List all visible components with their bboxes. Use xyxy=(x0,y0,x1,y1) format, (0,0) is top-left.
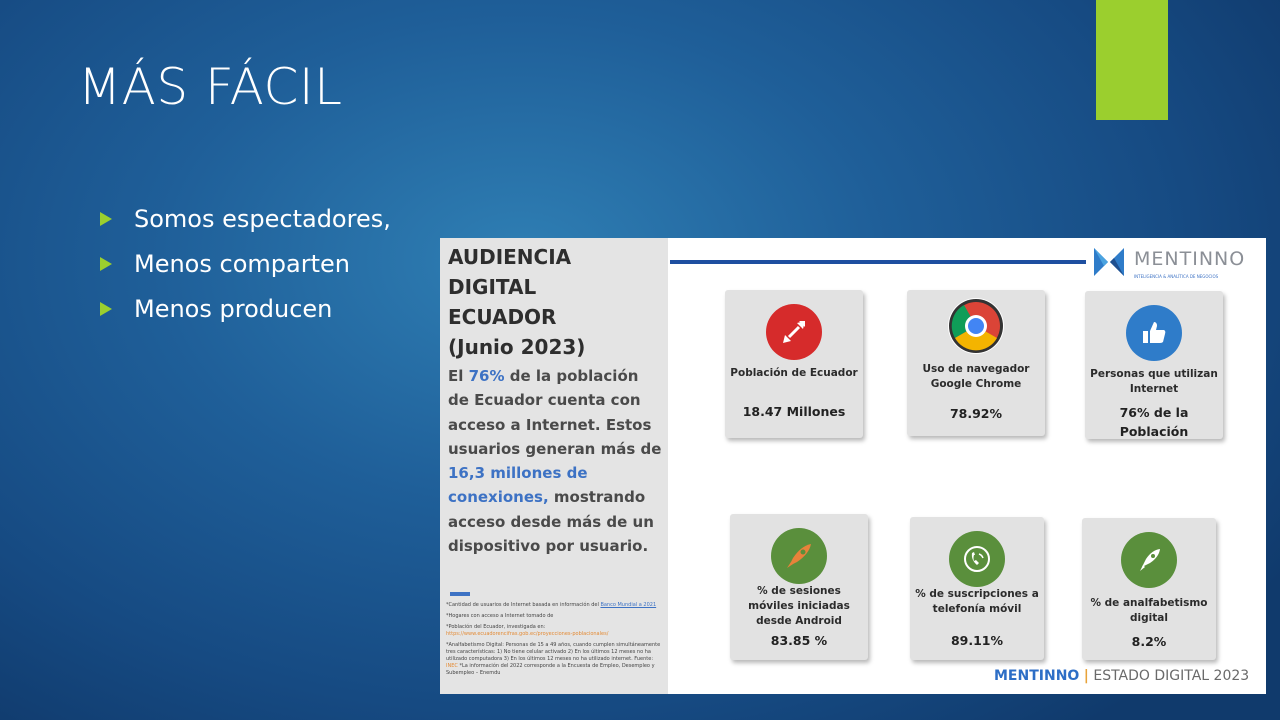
bullet-text: Menos comparten xyxy=(134,249,350,278)
footnote-link[interactable]: Banco Mundial a 2021 xyxy=(600,602,657,608)
stat-label: % de sesiones móviles iniciadas desde Android xyxy=(748,585,850,627)
stat-card-android xyxy=(730,514,868,660)
bullet-text: Menos producen xyxy=(134,294,333,323)
bullet-item xyxy=(100,196,391,241)
footer-separator: | xyxy=(1083,668,1089,684)
para-highlight: 16,3 millones de conexiones, xyxy=(448,464,588,507)
rocket-icon xyxy=(771,528,827,584)
triangle-bullet-icon xyxy=(100,257,112,271)
stat-value: 78.92% xyxy=(949,406,1003,421)
triangle-bullet-icon xyxy=(100,212,112,226)
heading-line: AUDIENCIA xyxy=(448,245,572,269)
stat-card-poblacion xyxy=(725,290,863,438)
para-highlight: 76% xyxy=(468,367,505,385)
footnote: *Hogares con acceso a Internet tomado de xyxy=(446,613,554,619)
para-text: El xyxy=(448,367,469,385)
bullet-list xyxy=(100,196,391,331)
heading-line: (Junio 2023) xyxy=(448,335,586,359)
footer-brand: MENTINNO xyxy=(994,668,1080,684)
infographic-heading xyxy=(448,242,648,362)
bullet-item xyxy=(100,286,391,331)
stat-value: 76% de la Población xyxy=(1119,405,1189,439)
footnote: *Analfabetismo Digital: Personas de 15 a 49 años, cuando cumplen simultáneamente tres características: 1) No tiene celular activado 2) En los últimos 12 meses no ha utilizado computadora 3) En los últimos 12 meses no ha utilizado internet. Fuente: xyxy=(446,642,661,662)
triangle-bullet-icon xyxy=(100,302,112,316)
stat-value: 18.47 Millones xyxy=(742,404,846,419)
infographic-paragraph xyxy=(448,364,663,558)
stat-card-chrome xyxy=(907,290,1045,436)
stat-label: % de suscripciones a telefonía móvil xyxy=(915,588,1039,615)
infographic-image xyxy=(440,238,1266,694)
rocket-icon xyxy=(1121,532,1177,588)
mentinno-logo-icon xyxy=(1092,246,1126,280)
arrows-expand-icon xyxy=(766,304,822,360)
footnotes xyxy=(446,602,661,681)
stat-card-telefonia xyxy=(910,517,1044,660)
infographic-footer xyxy=(994,668,1249,684)
divider xyxy=(450,592,470,596)
footnote-link[interactable]: https://www.ecuadorencifras.gob.ec/proyecciones-poblacionales/ xyxy=(446,631,609,637)
bullet-item xyxy=(100,241,391,286)
footer-title: ESTADO DIGITAL 2023 xyxy=(1093,668,1250,684)
stat-value: 8.2% xyxy=(1131,634,1167,649)
phone-icon xyxy=(949,531,1005,587)
heading-line: ECUADOR xyxy=(448,305,557,329)
footnote: *La información del 2022 corresponde a la Encuesta de Empleo, Desempleo y Subempleo – Enemdu xyxy=(446,663,655,676)
para-text: de la población de Ecuador cuenta con acceso a Internet. Estos usuarios generan más de xyxy=(448,367,662,458)
footnote: *Cantidad de usuarios de Internet basada en información del xyxy=(446,602,601,608)
stat-value: 89.11% xyxy=(950,633,1004,648)
logo-tagline: INTELIGENCIA & ANALÍTICA DE NEGOCIOS xyxy=(1134,274,1219,279)
infographic-left-panel xyxy=(440,238,668,694)
stat-label: Población de Ecuador xyxy=(730,367,858,379)
stat-card-internet xyxy=(1085,291,1223,439)
heading-line: DIGITAL xyxy=(448,275,537,299)
thumbs-up-icon xyxy=(1126,305,1182,361)
footnote-link[interactable]: INEC xyxy=(446,663,458,669)
slide-title: MÁS FÁCIL xyxy=(78,58,343,116)
mentinno-logo xyxy=(1088,244,1258,284)
stat-value: 83.85 % xyxy=(770,633,828,648)
logo-name: MENTINNO xyxy=(1134,248,1246,270)
chrome-icon xyxy=(948,298,1004,354)
stat-label: % de analfabetismo digital xyxy=(1090,597,1208,624)
stat-label: Personas que utilizan Internet xyxy=(1090,368,1218,395)
bullet-text: Somos espectadores, xyxy=(134,204,391,233)
stat-label: Uso de navegador Google Chrome xyxy=(922,363,1030,390)
header-rule xyxy=(670,260,1086,264)
accent-bar xyxy=(1096,0,1168,120)
footnote: *Población del Ecuador, investigada en: xyxy=(446,624,546,630)
stat-card-analfabetismo xyxy=(1082,518,1216,660)
para-text: mostrando acceso desde más de un dispositivo por usuario. xyxy=(448,488,654,556)
